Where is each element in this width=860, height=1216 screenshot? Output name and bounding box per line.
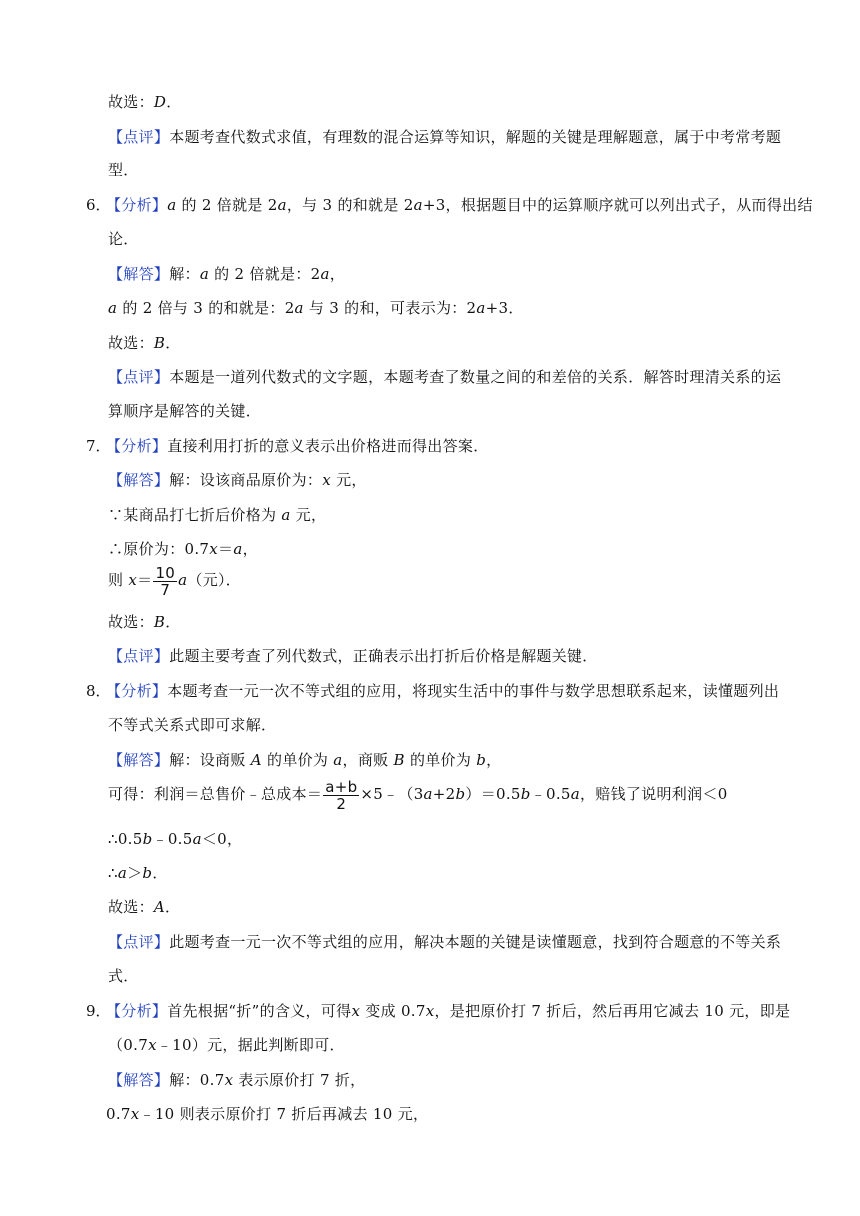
comment-line-continued: 算顺序是解答的关键． bbox=[108, 402, 262, 420]
solution-line: ∵某商品打七折后价格为 a 元， bbox=[108, 506, 327, 524]
analysis-line: 【分析】直接利用打折的意义表示出价格进而得出答案． bbox=[106, 437, 489, 455]
comment-line: 【点评】此题主要考查了列代数式，正确表示出打折后价格是解题关键． bbox=[108, 647, 598, 665]
solution-line: 【解答】解：0.7x 表示原价打 7 折， bbox=[108, 1071, 366, 1089]
analysis-line-continued: 论． bbox=[108, 230, 139, 248]
question-number: 8． bbox=[86, 682, 111, 700]
solution-tag: 【解答】 bbox=[108, 471, 170, 489]
fraction-denominator: 2 bbox=[336, 794, 347, 813]
question-number: 6． bbox=[86, 196, 111, 214]
analysis-tag: 【分析】 bbox=[106, 437, 168, 455]
solution-formula-line: 则 x＝ $\frac{10}{7}$ a（元）． bbox=[108, 563, 242, 599]
analysis-line: 【分析】首先根据“折”的含义，可得x 变成 0.7x，是把原价打 7 折后，然后再用它减去 10 元，即是 bbox=[106, 1002, 791, 1020]
question-number: 7． bbox=[86, 437, 111, 455]
answer-choice-line: 故选：D． bbox=[108, 93, 182, 111]
analysis-line: 【分析】a 的 2 倍就是 2a，与 3 的和就是 2a+3，根据题目中的运算顺序就可以列出式子，从而得出结 bbox=[106, 196, 813, 214]
comment-line: 【点评】本题考查代数式求值，有理数的混合运算等知识，解题的关键是理解题意，属于中考常考题 bbox=[108, 128, 782, 146]
solution-tag: 【解答】 bbox=[108, 1071, 170, 1089]
question-number: 9． bbox=[86, 1002, 111, 1020]
analysis-tag: 【分析】 bbox=[106, 196, 168, 214]
solution-formula-line: 可得：利润＝总售价﹣总成本＝ $\frac{a+b}{2}$ ×5﹣（3a+2b）＝0.5b﹣0.5a，赔钱了说明利润＜0 bbox=[108, 777, 728, 813]
solution-line: ∴a＞b． bbox=[108, 864, 168, 882]
solution-line: ∴原价为：0.7x＝a， bbox=[108, 540, 258, 558]
answer-choice-line: 故选：B． bbox=[108, 334, 181, 352]
comment-line-continued: 型． bbox=[108, 161, 139, 179]
solution-tag: 【解答】 bbox=[108, 751, 170, 769]
solution-line: ∴0.5b﹣0.5a＜0， bbox=[108, 830, 243, 848]
comment-tag: 【点评】 bbox=[108, 368, 170, 386]
fraction-numerator: a+b bbox=[325, 777, 358, 796]
solution-line: 【解答】解：a 的 2 倍就是：2a， bbox=[108, 265, 346, 283]
fraction bbox=[153, 565, 177, 598]
comment-line: 【点评】本题是一道列代数式的文字题，本题考查了数量之间的和差倍的关系．解答时理清关系的运 bbox=[108, 368, 782, 386]
comment-tag: 【点评】 bbox=[108, 128, 170, 146]
answer-choice-line: 故选：B． bbox=[108, 613, 181, 631]
analysis-tag: 【分析】 bbox=[106, 1002, 168, 1020]
analysis-line-continued: 不等式关系式即可求解． bbox=[108, 716, 277, 734]
analysis-line-continued: （0.7x﹣10）元，据此判断即可． bbox=[108, 1036, 345, 1054]
solution-line: 【解答】解：设该商品原价为：x 元， bbox=[108, 471, 367, 489]
fraction-denominator: 7 bbox=[160, 580, 171, 599]
analysis-tag: 【分析】 bbox=[106, 682, 168, 700]
solution-line: 【解答】解：设商贩 A 的单价为 a，商贩 B 的单价为 b， bbox=[108, 751, 502, 769]
solution-line: a 的 2 倍与 3 的和就是：2a 与 3 的和，可表示为：2a+3． bbox=[108, 299, 524, 317]
fraction bbox=[323, 779, 359, 812]
solution-line: 0.7x﹣10 则表示原价打 7 折后再减去 10 元， bbox=[106, 1105, 429, 1123]
fraction-numerator: 10 bbox=[155, 563, 176, 582]
analysis-line: 【分析】本题考查一元一次不等式组的应用，将现实生活中的事件与数学思想联系起来，读懂题列出 bbox=[106, 682, 780, 700]
solution-tag: 【解答】 bbox=[108, 265, 170, 283]
comment-tag: 【点评】 bbox=[108, 647, 170, 665]
comment-line-continued: 式． bbox=[108, 967, 139, 985]
comment-tag: 【点评】 bbox=[108, 933, 170, 951]
comment-line: 【点评】此题考查一元一次不等式组的应用，解决本题的关键是读懂题意，找到符合题意的不等关系 bbox=[108, 933, 782, 951]
answer-choice-line: 故选：A． bbox=[108, 898, 181, 916]
